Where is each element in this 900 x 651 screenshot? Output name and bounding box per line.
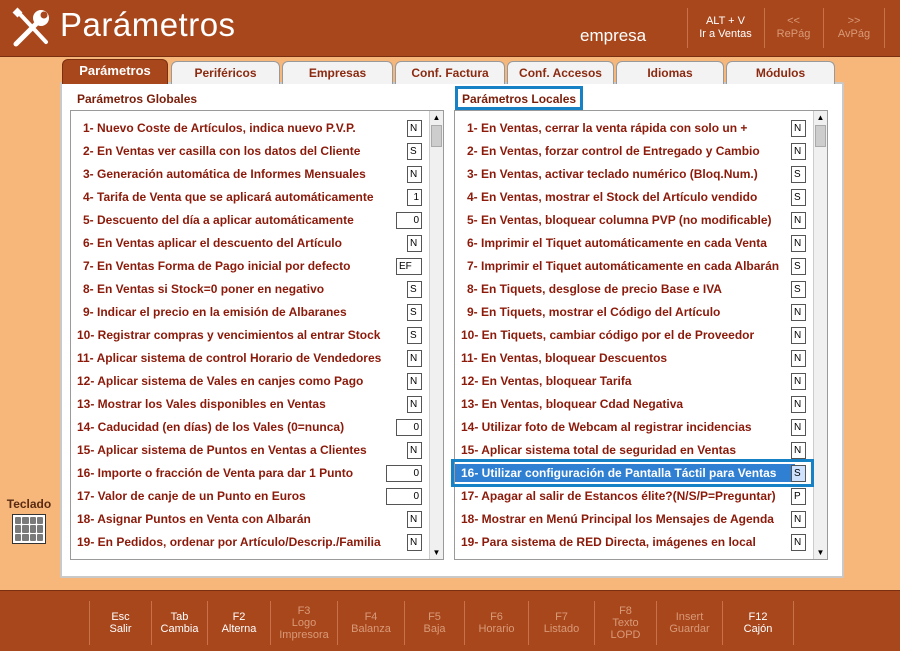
param-value-input[interactable]: N [407,120,422,137]
param-label: 9- En Tiquets, mostrar el Código del Artículo [467,305,721,319]
tab-change-button[interactable] [151,601,207,645]
shortcut-label: ALT + V [705,15,746,27]
param-value-input[interactable]: N [791,350,806,367]
action-label: LOPD [610,629,641,641]
param-value-input[interactable]: N [791,120,806,137]
company-name: empresa [580,26,647,45]
param-value-input[interactable]: N [407,396,422,413]
action-label: Listado [543,623,580,635]
esc-exit-button[interactable] [89,601,151,645]
go-to-sales-button[interactable] [687,8,763,48]
tab-perifericos[interactable]: Periféricos [171,61,280,84]
param-value-input[interactable]: 1 [407,189,422,206]
scroll-up-icon[interactable]: ▲ [814,111,827,124]
param-label: 14- Caducidad (en días) de los Vales (0=nunca) [77,420,345,434]
f7-list-button[interactable] [528,601,594,645]
global-params-title: Parámetros Globales [77,92,198,106]
param-label: 11- Aplicar sistema de control Horario de Vendedores [77,351,382,365]
param-label: 2- En Ventas, forzar control de Entregado y Cambio [467,144,760,158]
param-value-input[interactable]: 0 [386,488,422,505]
param-value-input[interactable]: N [407,534,422,551]
action-label: Horario [478,623,515,635]
param-label: 6- Imprimir el Tiquet automáticamente en cada Venta [467,236,767,250]
param-label: 7- Imprimir el Tiquet automáticamente en cada Albarán [467,259,780,273]
key-label: F6 [490,611,503,623]
action-label: Impresora [279,629,329,641]
param-label: 3- En Ventas, activar teclado numérico (Bloq.Num.) [467,167,758,181]
key-label: F2 [232,611,246,623]
key-label: F8 [619,605,632,617]
param-value-input[interactable]: 0 [396,419,422,436]
keyboard-label: Teclado [6,497,52,511]
scroll-down-icon[interactable]: ▼ [430,546,443,559]
param-value-input[interactable]: N [791,442,806,459]
action-label: Salir [109,623,132,635]
param-label: 10- En Tiquets, cambiar código por el de Proveedor [461,328,755,342]
tab-parametros[interactable]: Parámetros [62,59,168,84]
tab-bar [60,60,844,84]
param-label: 2- En Ventas ver casilla con los datos del Cliente [83,144,361,158]
param-value-input[interactable]: N [407,511,422,528]
param-label: 9- Indicar el precio en la emisión de Albaranes [83,305,347,319]
top-bar [0,0,900,57]
param-value-input[interactable]: N [407,442,422,459]
f8-lopd-text-button[interactable] [594,601,656,645]
param-label: 16- Importe o fracción de Venta para dar 1 Punto [77,466,354,480]
local-list-scrollbar[interactable] [813,111,827,559]
param-label: 13- En Ventas, bloquear Cdad Negativa [461,397,684,411]
param-label: 16- Utilizar configuración de Pantalla Táctil para Ventas [461,466,777,480]
tab-modulos[interactable]: Módulos [726,61,835,84]
param-value-input[interactable]: N [407,166,422,183]
action-label: Logo [291,617,317,629]
param-label: 10- Registrar compras y vencimientos al entrar Stock [77,328,381,342]
keyboard-icon[interactable] [12,514,46,544]
button-label: RePág [776,28,811,40]
param-value-input[interactable]: S [407,304,422,321]
scroll-up-icon[interactable]: ▲ [430,111,443,124]
tab-empresas[interactable]: Empresas [282,61,393,84]
param-value-input[interactable]: S [791,281,806,298]
param-label: 8- En Tiquets, desglose de precio Base e IVA [467,282,722,296]
keyboard-toggle[interactable] [6,497,52,544]
action-label: Guardar [669,623,710,635]
f4-scale-button[interactable] [337,601,404,645]
param-value-input[interactable]: S [407,143,422,160]
param-value-input[interactable]: EF [396,258,422,275]
param-label: 19- En Pedidos, ordenar por Artículo/Descrip./Familia [77,535,381,549]
param-value-input[interactable]: N [407,350,422,367]
tab-conf-factura[interactable]: Conf. Factura [395,61,505,84]
scroll-down-icon[interactable]: ▼ [814,546,827,559]
param-value-input[interactable]: N [791,212,806,229]
global-list-scrollbar[interactable] [429,111,443,559]
param-label: 1- En Ventas, cerrar la venta rápida con solo un + [467,121,748,135]
param-value-input[interactable]: N [791,143,806,160]
param-label: 15- Aplicar sistema total de seguridad en Ventas [461,443,736,457]
param-value-input[interactable]: S [407,327,422,344]
param-value-input[interactable]: P [791,488,806,505]
param-label: 4- En Ventas, mostrar el Stock del Artículo vendido [467,190,758,204]
param-label: 18- Mostrar en Menú Principal los Mensajes de Agenda [461,512,774,526]
param-value-input[interactable]: N [791,396,806,413]
param-value-input[interactable]: N [407,235,422,252]
local-params-list[interactable] [454,110,828,560]
action-label: Texto [612,617,639,629]
global-params-list[interactable] [70,110,444,560]
param-label: 12- En Ventas, bloquear Tarifa [461,374,632,388]
param-value-input[interactable]: S [791,258,806,275]
param-value-input[interactable]: 0 [386,465,422,482]
param-label: 18- Asignar Puntos en Venta con Albarán [77,512,311,526]
tab-idiomas[interactable]: Idiomas [616,61,724,84]
param-value-input[interactable]: N [791,373,806,390]
action-label: Baja [423,623,446,635]
param-label: 3- Generación automática de Informes Mensuales [83,167,366,181]
param-value-input[interactable]: S [791,189,806,206]
key-label: Tab [170,611,189,623]
chevron-right-icon: >> [847,15,861,27]
param-label: 17- Apagar al salir de Estancos élite?(N/S/P=Preguntar) [461,489,776,503]
param-label: 12- Aplicar sistema de Vales en canjes como Pago [77,374,364,388]
local-params-title: Parámetros Locales [455,86,583,110]
key-label: Insert [675,611,704,623]
f6-schedule-button[interactable] [464,601,528,645]
f2-alternate-button[interactable] [207,601,270,645]
scroll-thumb[interactable] [815,125,826,147]
param-value-input[interactable]: N [407,373,422,390]
action-label: Balanza [351,623,391,635]
key-label: F5 [428,611,441,623]
function-key-bar [0,590,900,651]
param-label: 15- Aplicar sistema de Puntos en Ventas a Clientes [77,443,367,457]
page-up-button[interactable] [764,8,822,48]
param-label: 14- Utilizar foto de Webcam al registrar incidencias [461,420,752,434]
button-label: Ir a Ventas [699,28,752,40]
tools-icon [10,6,54,50]
param-label: 8- En Ventas si Stock=0 poner en negativo [83,282,325,296]
param-value-input[interactable]: N [791,534,806,551]
f3-printer-logo-button[interactable] [270,601,337,645]
param-label: 17- Valor de canje de un Punto en Euros [77,489,306,503]
key-label: Esc [111,611,130,623]
param-label: 4- Tarifa de Venta que se aplicará automáticamente [83,190,374,204]
param-value-input[interactable]: S [791,465,806,482]
param-value-input[interactable]: N [791,304,806,321]
param-value-input[interactable]: N [791,235,806,252]
insert-save-button[interactable] [656,601,722,645]
key-label: F12 [748,611,768,623]
scroll-thumb[interactable] [431,125,442,147]
page-down-button[interactable] [823,8,885,48]
param-value-input[interactable]: N [791,327,806,344]
param-label: 13- Mostrar los Vales disponibles en Ventas [77,397,326,411]
param-value-input[interactable]: N [791,511,806,528]
f5-delete-button[interactable] [404,601,464,645]
chevron-left-icon: << [787,15,800,27]
key-label: F4 [364,611,378,623]
param-label: 19- Para sistema de RED Directa, imágenes en local [461,535,756,549]
param-label: 5- En Ventas, bloquear columna PVP (no modificable) [467,213,772,227]
param-value-input[interactable]: S [407,281,422,298]
page-title: Parámetros [60,6,236,43]
action-label: Alterna [221,623,257,635]
param-label: 1- Nuevo Coste de Artículos, indica nuevo P.V.P. [83,121,356,135]
button-label: AvPág [837,28,871,40]
f12-cash-drawer-button[interactable] [722,601,794,645]
param-value-input[interactable]: S [791,166,806,183]
param-label: 11- En Ventas, bloquear Descuentos [461,351,668,365]
param-value-input[interactable]: N [791,419,806,436]
selected-row-outline [451,459,814,487]
tab-conf-accesos[interactable]: Conf. Accesos [507,61,614,84]
action-label: Cambia [160,623,199,635]
key-label: F3 [297,605,311,617]
param-label: 6- En Ventas aplicar el descuento del Artículo [83,236,342,250]
param-label: 5- Descuento del día a aplicar automáticamente [83,213,354,227]
param-label: 7- En Ventas Forma de Pago inicial por defecto [83,259,351,273]
action-label: Cajón [743,623,773,635]
key-label: F7 [555,611,568,623]
param-value-input[interactable]: 0 [396,212,422,229]
